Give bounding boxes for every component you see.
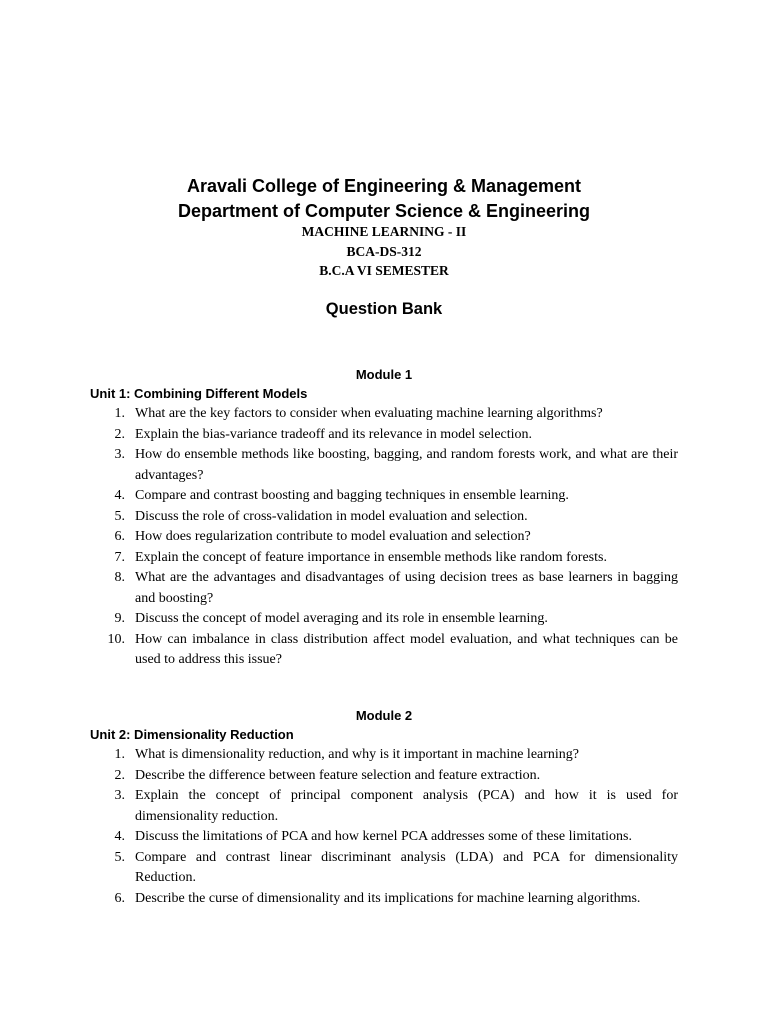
question-number: 2.: [114, 767, 125, 783]
course-info: [0, 222, 768, 281]
question-number: 1.: [114, 406, 125, 421]
question-text: What are the key factors to consider when evaluating machine learning algorithms?: [135, 406, 603, 421]
module-section: [90, 707, 678, 909]
question-item: [90, 568, 678, 609]
question-item: [90, 786, 678, 827]
question-number: 1.: [114, 747, 125, 762]
question-text: Explain the concept of feature importance in ensemble methods like random forests.: [135, 549, 607, 565]
question-item: [90, 548, 678, 569]
question-number: 5.: [114, 508, 125, 524]
college-header: [0, 174, 768, 224]
question-number: 3.: [114, 447, 125, 462]
question-number: 9.: [114, 611, 125, 626]
module-title: Module 2: [355, 708, 413, 723]
question-number: 4.: [114, 829, 125, 844]
question-text: Discuss the limitations of PCA and how kernel PCA addresses some of these limitations.: [135, 829, 632, 844]
question-item: [90, 609, 678, 630]
module-title: Module 1: [355, 367, 413, 382]
question-item: [90, 425, 678, 446]
question-item: [90, 745, 678, 766]
question-text: What are the advantages and disadvantages of using decision trees as base learners in bagging and boosting?: [135, 570, 678, 606]
question-item: [90, 404, 678, 425]
question-item: [90, 848, 678, 889]
question-text: How do ensemble methods like boosting, bagging, and random forests work, and what are their advantages?: [135, 447, 678, 483]
course-name: MACHINE LEARNING - II: [301, 224, 467, 239]
question-text: How does regularization contribute to model evaluation and selection?: [135, 529, 531, 544]
question-number: 6.: [114, 529, 125, 544]
question-list: [90, 745, 678, 909]
question-text: How can imbalance in class distribution affect model evaluation, and what techniques can be used to address this issue?: [135, 631, 678, 667]
question-item: [90, 827, 678, 848]
question-number: 10.: [107, 631, 125, 647]
unit-title: Unit 2: Dimensionality Reduction: [90, 727, 294, 742]
question-number: 8.: [114, 570, 125, 585]
question-text: Compare and contrast boosting and bagging techniques in ensemble learning.: [135, 488, 569, 503]
module-section: [90, 366, 678, 671]
department-name: Department of Computer Science & Engineering: [177, 201, 591, 221]
question-text: Explain the bias-variance tradeoff and its relevance in model selection.: [135, 426, 533, 442]
question-text: Compare and contrast linear discriminant analysis (LDA) and PCA for dimensionality Reduction.: [135, 849, 678, 885]
question-item: [90, 630, 678, 671]
question-text: Describe the curse of dimensionality and its implications for machine learning algorithms.: [135, 890, 641, 906]
question-item: [90, 445, 678, 486]
question-text: Describe the difference between feature selection and feature extraction.: [135, 767, 541, 783]
question-number: 3.: [114, 788, 125, 803]
question-item: [90, 889, 678, 910]
question-number: 4.: [114, 488, 125, 503]
page-title: Question Bank: [325, 300, 443, 318]
question-item: [90, 766, 678, 787]
question-number: 6.: [114, 890, 125, 906]
question-text: Discuss the concept of model averaging and its role in ensemble learning.: [135, 611, 548, 626]
question-item: [90, 527, 678, 548]
question-number: 2.: [114, 426, 125, 442]
question-text: Discuss the role of cross-validation in model evaluation and selection.: [135, 508, 528, 524]
semester: B.C.A VI SEMESTER: [319, 263, 449, 278]
question-item: [90, 486, 678, 507]
question-item: [90, 507, 678, 528]
course-code: BCA-DS-312: [346, 243, 422, 259]
college-name: Aravali College of Engineering & Management: [186, 176, 582, 196]
unit-title: Unit 1: Combining Different Models: [90, 386, 308, 401]
question-number: 7.: [114, 549, 125, 565]
question-text: What is dimensionality reduction, and why is it important in machine learning?: [135, 747, 580, 762]
question-text: Explain the concept of principal component analysis (PCA) and how it is used for dimensionality reduction.: [135, 788, 678, 824]
question-list: [90, 404, 678, 671]
question-number: 5.: [114, 849, 125, 865]
